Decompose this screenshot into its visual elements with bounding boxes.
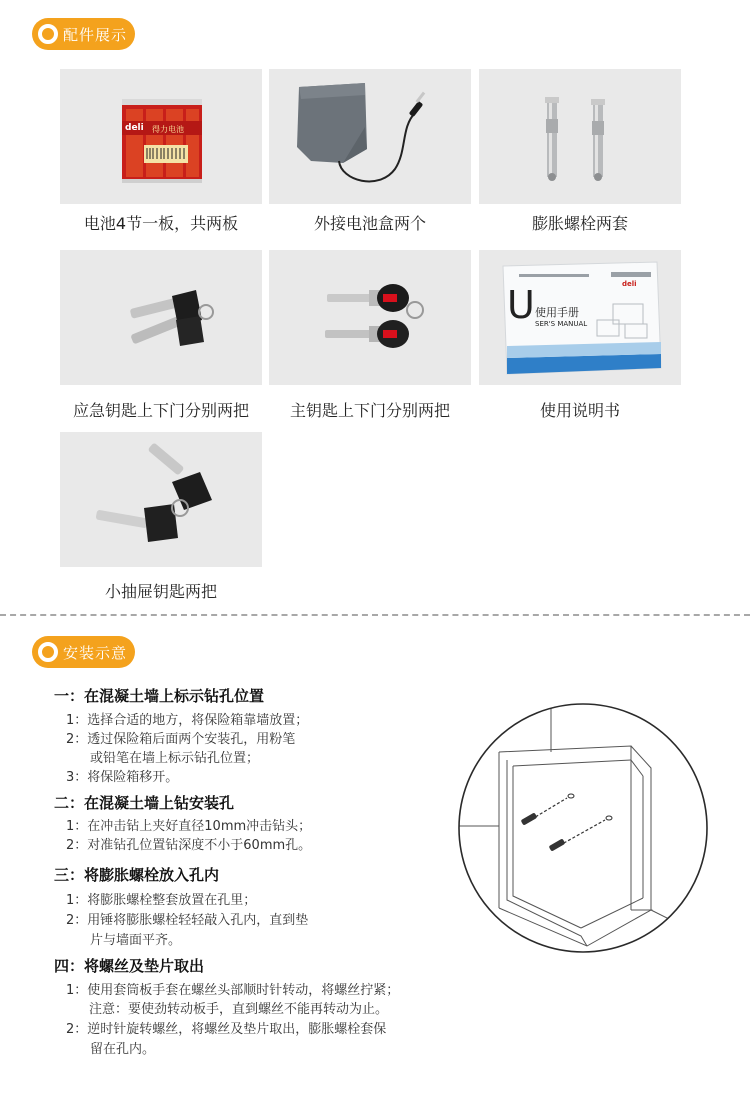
- circle-bullet-icon: [38, 24, 58, 44]
- manual-caption: 使用说明书: [539, 401, 620, 420]
- parts-section-badge: [32, 18, 135, 50]
- step-1-line-4: 3：将保险箱移开。: [66, 770, 179, 785]
- step-2-line-2: 2：对准钻孔位置钻深度不小于60mm孔。: [66, 838, 312, 853]
- main-keys-icon: [269, 250, 471, 385]
- step-4-line-1: 1：使用套筒板手套在螺丝头部顺时针转动，将螺丝拧紧；: [66, 983, 400, 998]
- battery-pack-label: 得力电池: [152, 125, 184, 134]
- emergency-keys-caption: 应急钥匙上下门分别两把: [72, 401, 249, 420]
- battery-brand-logo: deli: [125, 123, 144, 133]
- step-4-line-3: 留在孔内。: [90, 1042, 156, 1057]
- drawer-keys-icon: [60, 432, 262, 567]
- install-section-title: 安装示意: [63, 643, 128, 662]
- expansion-bolts-photo: [479, 69, 681, 204]
- step-4-line-2: 2：逆时针旋转螺丝，将螺丝及垫片取出，膨胀螺栓套保: [66, 1022, 387, 1037]
- main-keys-caption: 主钥匙上下门分别两把: [289, 401, 450, 420]
- step-3-line-2: 2：用锤将膨胀螺栓轻轻敲入孔内，直到垫: [66, 913, 309, 928]
- battery-pack-caption: 电池4节一板，共两板: [83, 214, 239, 233]
- step-1-line-3: 或铅笔在墙上标示钻孔位置；: [90, 751, 260, 766]
- battery-box-caption: 外接电池盒两个: [313, 214, 426, 233]
- manual-photo: [479, 250, 681, 385]
- circle-bullet-icon: [38, 642, 58, 662]
- install-illustration: [455, 700, 711, 956]
- step-3-line-1: 1：将膨胀螺栓整套放置在孔里；: [66, 893, 257, 908]
- step-2-line-1: 1：在冲击钻上夹好直径10mm冲击钻头；: [66, 819, 312, 834]
- parts-section-title: 配件展示: [63, 25, 128, 44]
- step-3-title: 三：将膨胀螺栓放入孔内: [54, 866, 220, 884]
- battery-box-icon: [269, 69, 471, 204]
- manual-big-letter: U: [507, 283, 535, 327]
- step-1-title: 一：在混凝土墙上标示钻孔位置: [54, 687, 265, 705]
- battery-pack-photo: [60, 69, 262, 204]
- drawer-keys-caption: 小抽屉钥匙两把: [104, 582, 217, 601]
- step-4-note: 注意：要使劲转动板手，直到螺丝不能再转动为止。: [89, 1002, 389, 1017]
- safe-wall-mount-icon: [455, 700, 711, 956]
- step-3-line-3: 片与墙面平齐。: [90, 933, 182, 948]
- emergency-keys-photo: [60, 250, 262, 385]
- step-1-line-2: 2：透过保险箱后面两个安装孔，用粉笔: [66, 732, 296, 747]
- step-1-line-1: 1：选择合适的地方，将保险箱靠墙放置；: [66, 713, 309, 728]
- step-4-title: 四：将螺丝及垫片取出: [54, 957, 205, 975]
- drawer-keys-photo: [60, 432, 262, 567]
- install-section-badge: [32, 636, 135, 668]
- expansion-bolts-caption: 膨胀螺栓两套: [531, 214, 628, 233]
- manual-brand-logo: deli: [622, 280, 637, 288]
- section-divider: [0, 614, 750, 616]
- manual-title: 使用手册: [535, 306, 579, 319]
- step-2-title: 二：在混凝土墙上钻安装孔: [54, 794, 235, 812]
- expansion-bolts-icon: [479, 69, 681, 204]
- battery-box-photo: [269, 69, 471, 204]
- battery-pack-icon: [60, 69, 262, 204]
- main-keys-photo: [269, 250, 471, 385]
- manual-subtitle: SER'S MANUAL: [535, 320, 588, 328]
- emergency-keys-icon: [60, 250, 262, 385]
